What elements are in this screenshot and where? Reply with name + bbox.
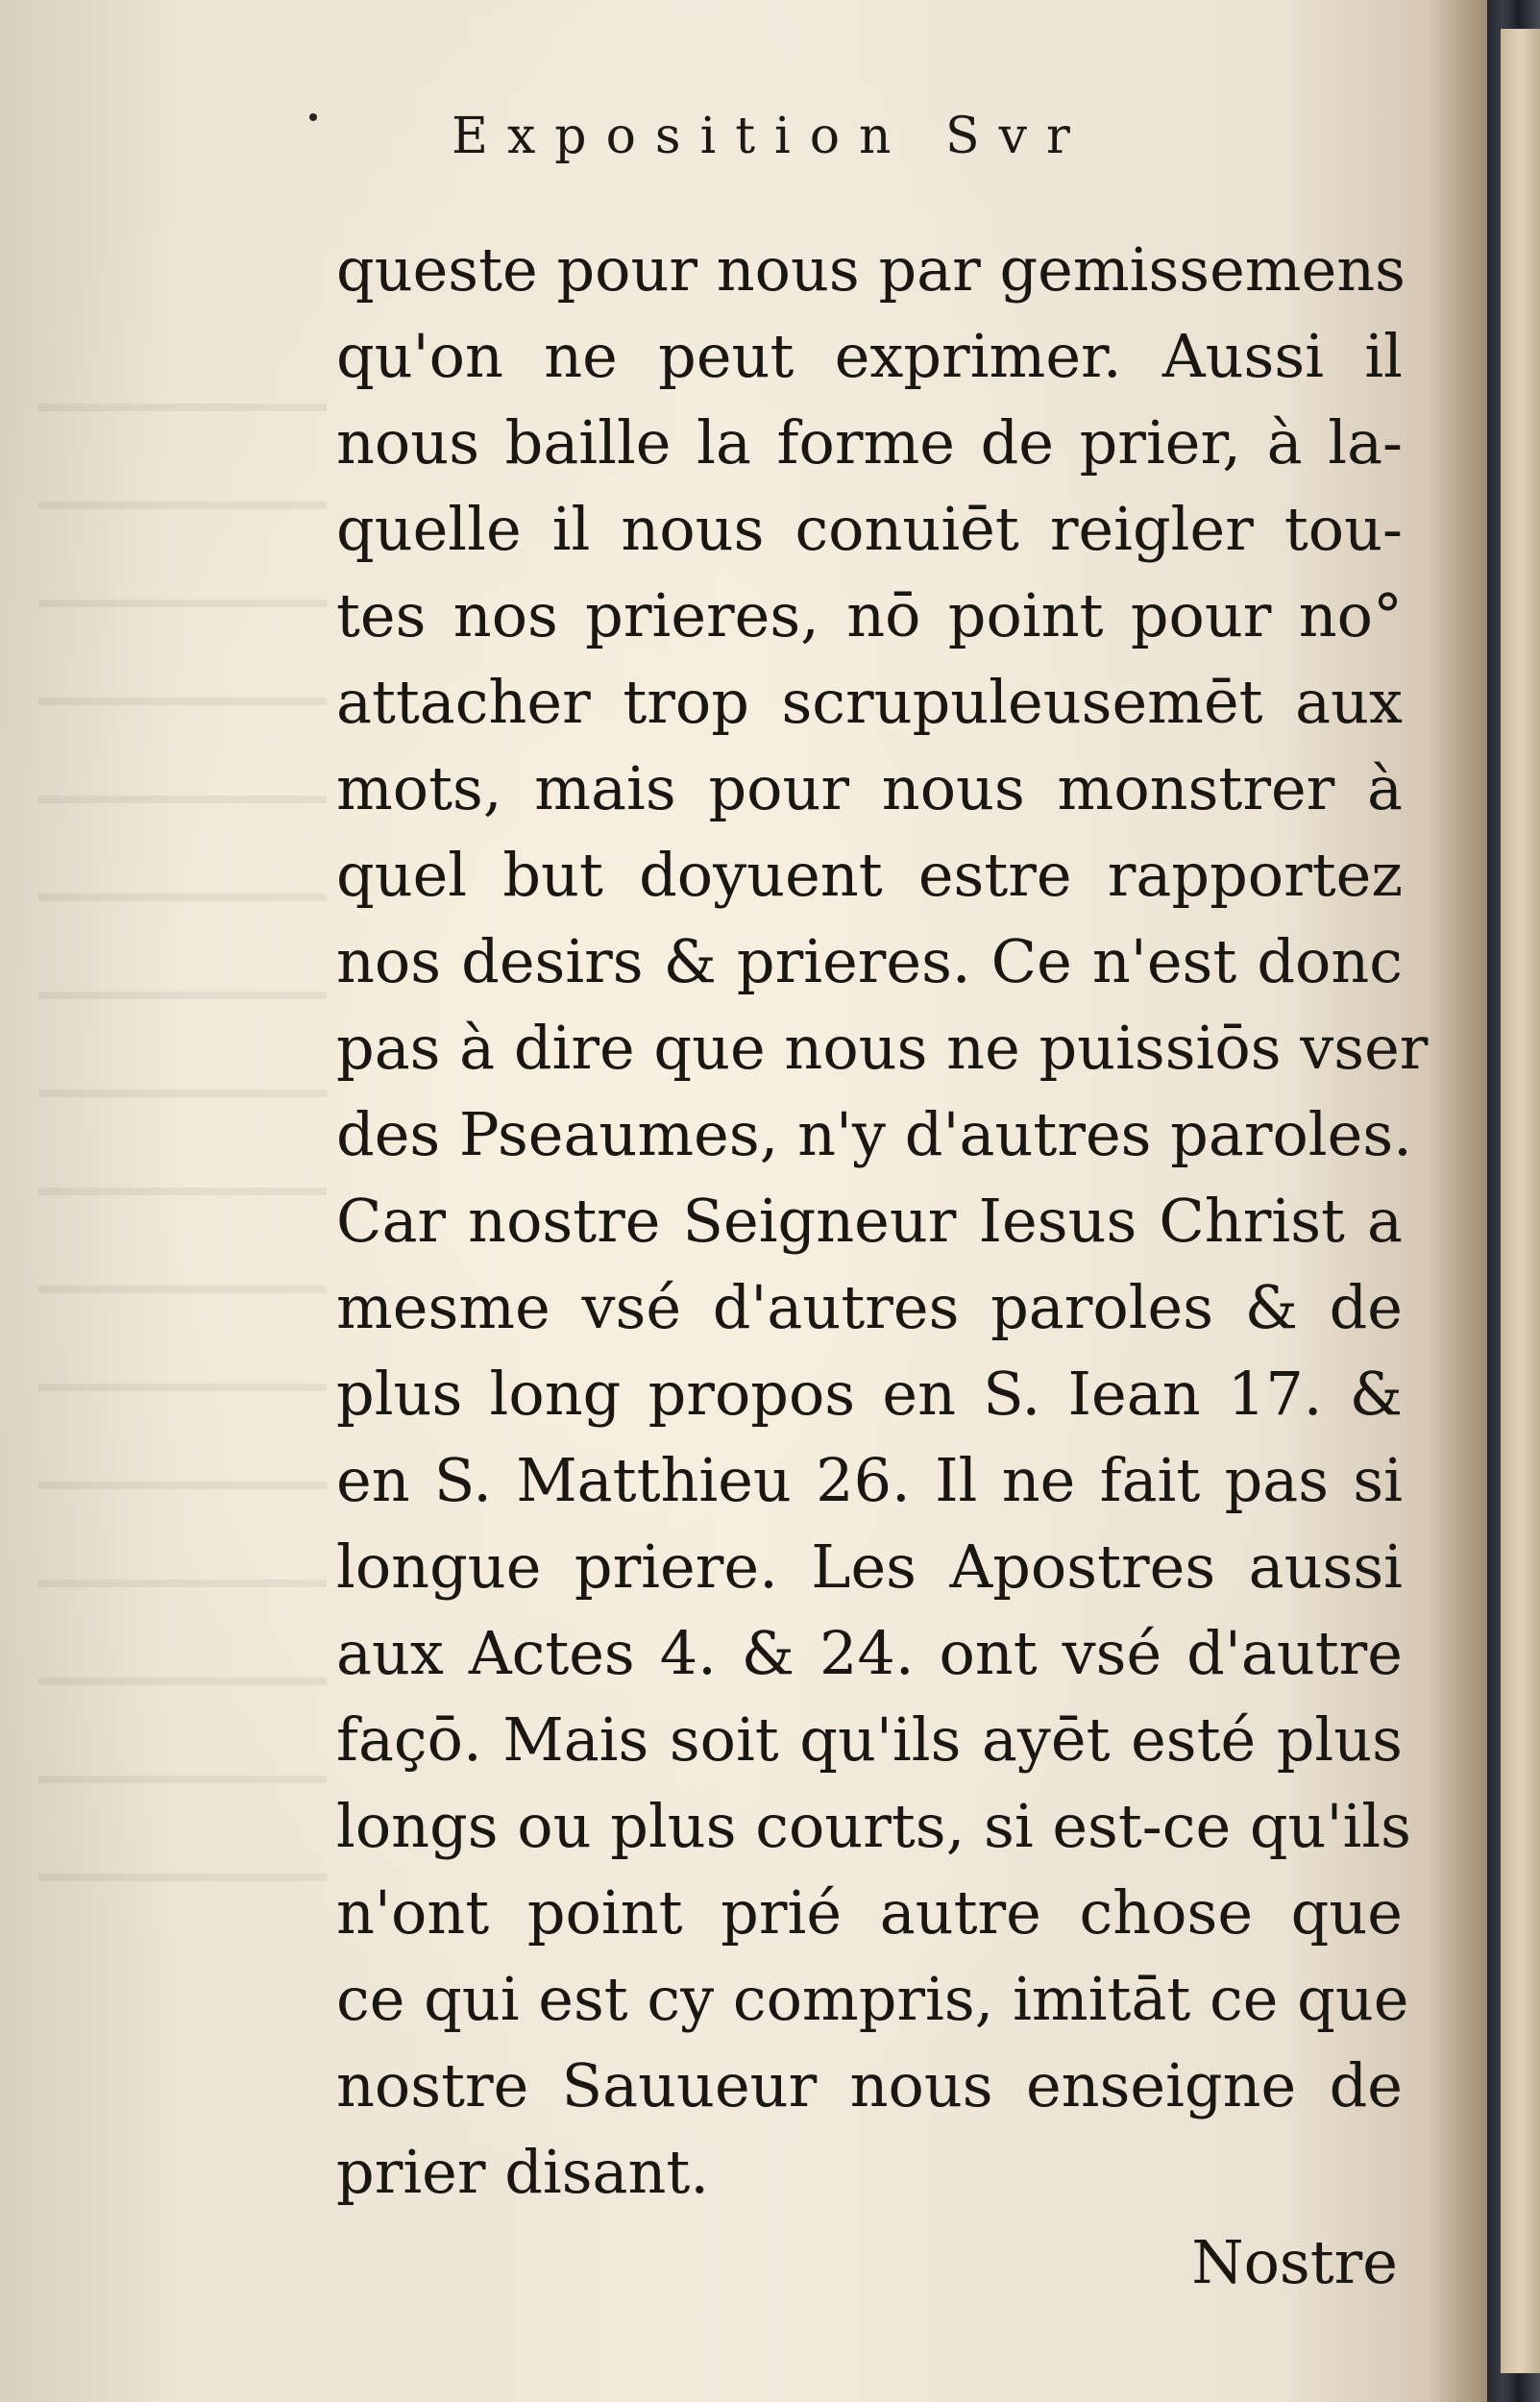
text-line: ce qui est cy compris, imitāt ce que [336,1964,1409,2034]
text-line: nostre Sauueur nous enseigne de [336,2050,1403,2120]
text-line: attacher trop scrupuleusemēt aux [336,667,1403,737]
text-line: nos desirs & prieres. Ce n'est donc [336,926,1403,996]
catchword: Nostre [1191,2227,1398,2297]
adjacent-leaf-edge [1501,29,1540,2373]
text-line: des Pseaumes, n'y d'autres paroles. [336,1099,1412,1169]
body-text [336,227,1429,2216]
text-line: quelle il nous conuiēt reigler tou- [336,494,1403,564]
bleed-through-texture [38,404,327,1941]
text-line: façō. Mais soit qu'ils ayēt esté plus [336,1704,1403,1775]
text-line: quel but doyuent estre rapportez [336,840,1403,910]
text-line: Car nostre Seigneur Iesus Christ a [336,1186,1403,1256]
text-line: mesme vsé d'autres paroles & de [336,1272,1403,1342]
text-line: mots, mais pour nous monstrer à [336,753,1403,823]
text-line: queste pour nous par gemissemens [336,234,1406,305]
text-line: pas à dire que nous ne puissiōs vser [336,1013,1429,1083]
ink-mark [309,113,317,121]
running-head: Exposition Svr [452,108,1089,165]
text-line: n'ont point prié autre chose que [336,1877,1403,1948]
text-line: aux Actes 4. & 24. ont vsé d'autre [336,1618,1403,1688]
text-line: tes nos prieres, nō point pour no° [336,580,1403,650]
text-line: plus long propos en S. Iean 17. & [336,1359,1403,1429]
text-line-final: prier disant. [336,2137,710,2207]
text-line: en S. Matthieu 26. Il ne fait pas si [336,1445,1403,1515]
text-line: longs ou plus courts, si est-ce qu'ils [336,1791,1411,1861]
text-line: longue priere. Les Apostres aussi [336,1532,1403,1602]
text-line: nous baille la forme de prier, à la- [336,407,1403,478]
text-line: qu'on ne peut exprimer. Aussi il [336,321,1403,391]
